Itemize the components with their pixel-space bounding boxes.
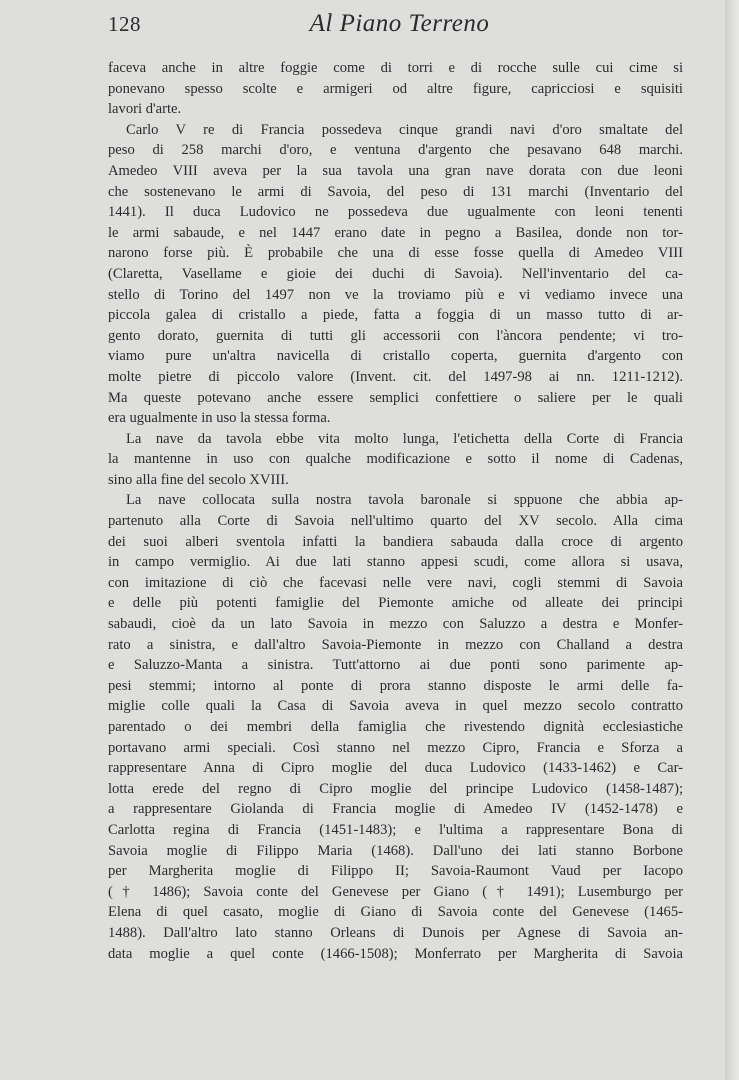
text-line: viamo pure un'altra navicella di cristallo coperta, guernita d'argento con [108,348,683,365]
text-line: e delle più potenti famiglie del Piemonte amiche od alleate dei principi [108,595,683,612]
text-line: parentado o dei membri della famiglia che rivestendo dignità ecclesiastiche [108,719,683,735]
text-line: faceva anche in altre foggie come di torri e di rocche sulle cui cime si [108,60,683,76]
text-line: sino alla fine del secolo XVIII. [108,471,289,488]
text-line: piccola galea di cristallo a piede, fatta a foggia di un masso tutto di ar- [108,307,683,324]
text-line: Amedeo VIII aveva per la sua tavola una gran nave dorata con due leoni [108,162,683,179]
text-line: per Margherita moglie di Filippo II; Savoia-Raumont Vaud per Iacopo [108,863,683,880]
text-line: La nave collocata sulla nostra tavola baronale si sppuone che abbia ap- [126,492,683,509]
text-line: 1441). Il duca Ludovico ne possedeva due ugualmente con leoni tenenti [108,204,683,221]
text-line: data moglie a quel conte (1466-1508); Monferrato per Margherita di Savoia [108,945,683,962]
text-line: con imitazione di ciò che facevasi nelle vere navi, cogli stemmi di Savoia [108,574,683,591]
text-line: Carlotta regina di Francia (1451-1483); e l'ultima a rappresentare Bona di [108,821,683,838]
text-line: Elena di quel casato, moglie di Giano di Savoia conte del Genevese (1465- [108,904,683,921]
text-line: miglie colle quali la Casa di Savoia aveva in quel mezzo secolo contratto [108,698,683,715]
text-line: che sostenevano le armi di Savoia, del peso di 131 marchi (Inventario del [108,183,683,200]
text-line: pesi stemmi; intorno al ponte di prora stanno disposte le armi delle fa- [108,677,683,694]
text-line: e Saluzzo-Manta a sinistra. Tutt'attorno ai due ponti sono parimente ap- [108,657,683,674]
text-line: era ugualmente in uso la stessa forma. [108,410,331,427]
text-line: lavori d'arte. [108,101,182,118]
text-line: rappresentare Anna di Cipro moglie del duca Ludovico (1433-1462) e Car- [108,760,683,777]
text-line: La nave da tavola ebbe vita molto lunga, l'etichetta della Corte di Francia [126,430,683,447]
text-line: 1488). Dall'altro lato stanno Orleans di Dunois per Agnese di Savoia an- [108,924,683,941]
text-line: rato a sinistra, e dall'altro Savoia-Piemonte in mezzo con Challand a destra [108,636,683,653]
text-line: ponevano spesso scolte e armigeri od altre figure, capricciosi e squisiti [108,80,683,97]
text-line: sabaudi, cioè da un lato Savoia in mezzo con Saluzzo a destra e Monfer- [108,616,683,633]
page-spine-shadow [725,0,739,1080]
text-line: in campo vermiglio. Ai due lati stanno appesi scudi, come allora si usava, [108,554,683,571]
running-title: Al Piano Terreno [309,10,490,37]
text-line: Savoia moglie di Filippo Maria (1468). Dall'uno dei lati stanno Borbone [108,842,683,859]
text-line: gento dorato, guernita di tutti gli accessorii con l'àncora pendente; vi tro- [108,327,683,344]
body-text [108,58,683,964]
text-line: portavano armi speciali. Così stanno nel mezzo Cipro, Francia e Sforza a [108,739,683,756]
text-line: Ma queste potevano anche essere semplici confettiere o saliere per le quali [108,389,683,406]
text-line: stello di Torino del 1497 non ve la troviamo più e vi vediamo invece una [108,286,683,303]
text-line: narono forse più. È probabile che una di esse fosse quella di Amedeo VIII [108,245,683,262]
text-line: (Claretta, Vasellame e gioie dei duchi di Savoia). Nell'inventario del ca- [108,265,683,282]
text-line: peso di 258 marchi d'oro, e ventuna d'argento che pesavano 648 marchi. [108,142,683,159]
text-line: dei suoi alberi sventola infatti la bandiera sabauda dalla croce di argento [108,533,683,550]
text-line: la mantenne in uso con qualche modificazione e sotto il nome di Cadenas, [108,451,683,468]
text-line: a rappresentare Giolanda di Francia moglie di Amedeo IV (1452-1478) e [108,801,683,818]
text-line: Carlo V re di Francia possedeva cinque grandi navi d'oro smaltate del [126,121,683,138]
text-line: molte pietre di piccolo valore (Invent. cit. del 1497-98 ai nn. 1211-1212). [108,368,683,385]
text-line: partenuto alla Corte di Savoia nell'ultimo quarto del XV secolo. Alla cima [108,513,683,530]
page-number: 128 [108,12,141,36]
text-line: le armi sabaude, e nel 1447 erano date in pegno a Basilea, donde non tor- [108,224,683,241]
text-line: lotta erede del regno di Cipro moglie del principe Ludovico (1458-1487); [108,780,683,797]
text-line: († 1486); Savoia conte del Genevese per Giano († 1491); Lusemburgo per [108,883,683,900]
page-header [100,8,699,42]
